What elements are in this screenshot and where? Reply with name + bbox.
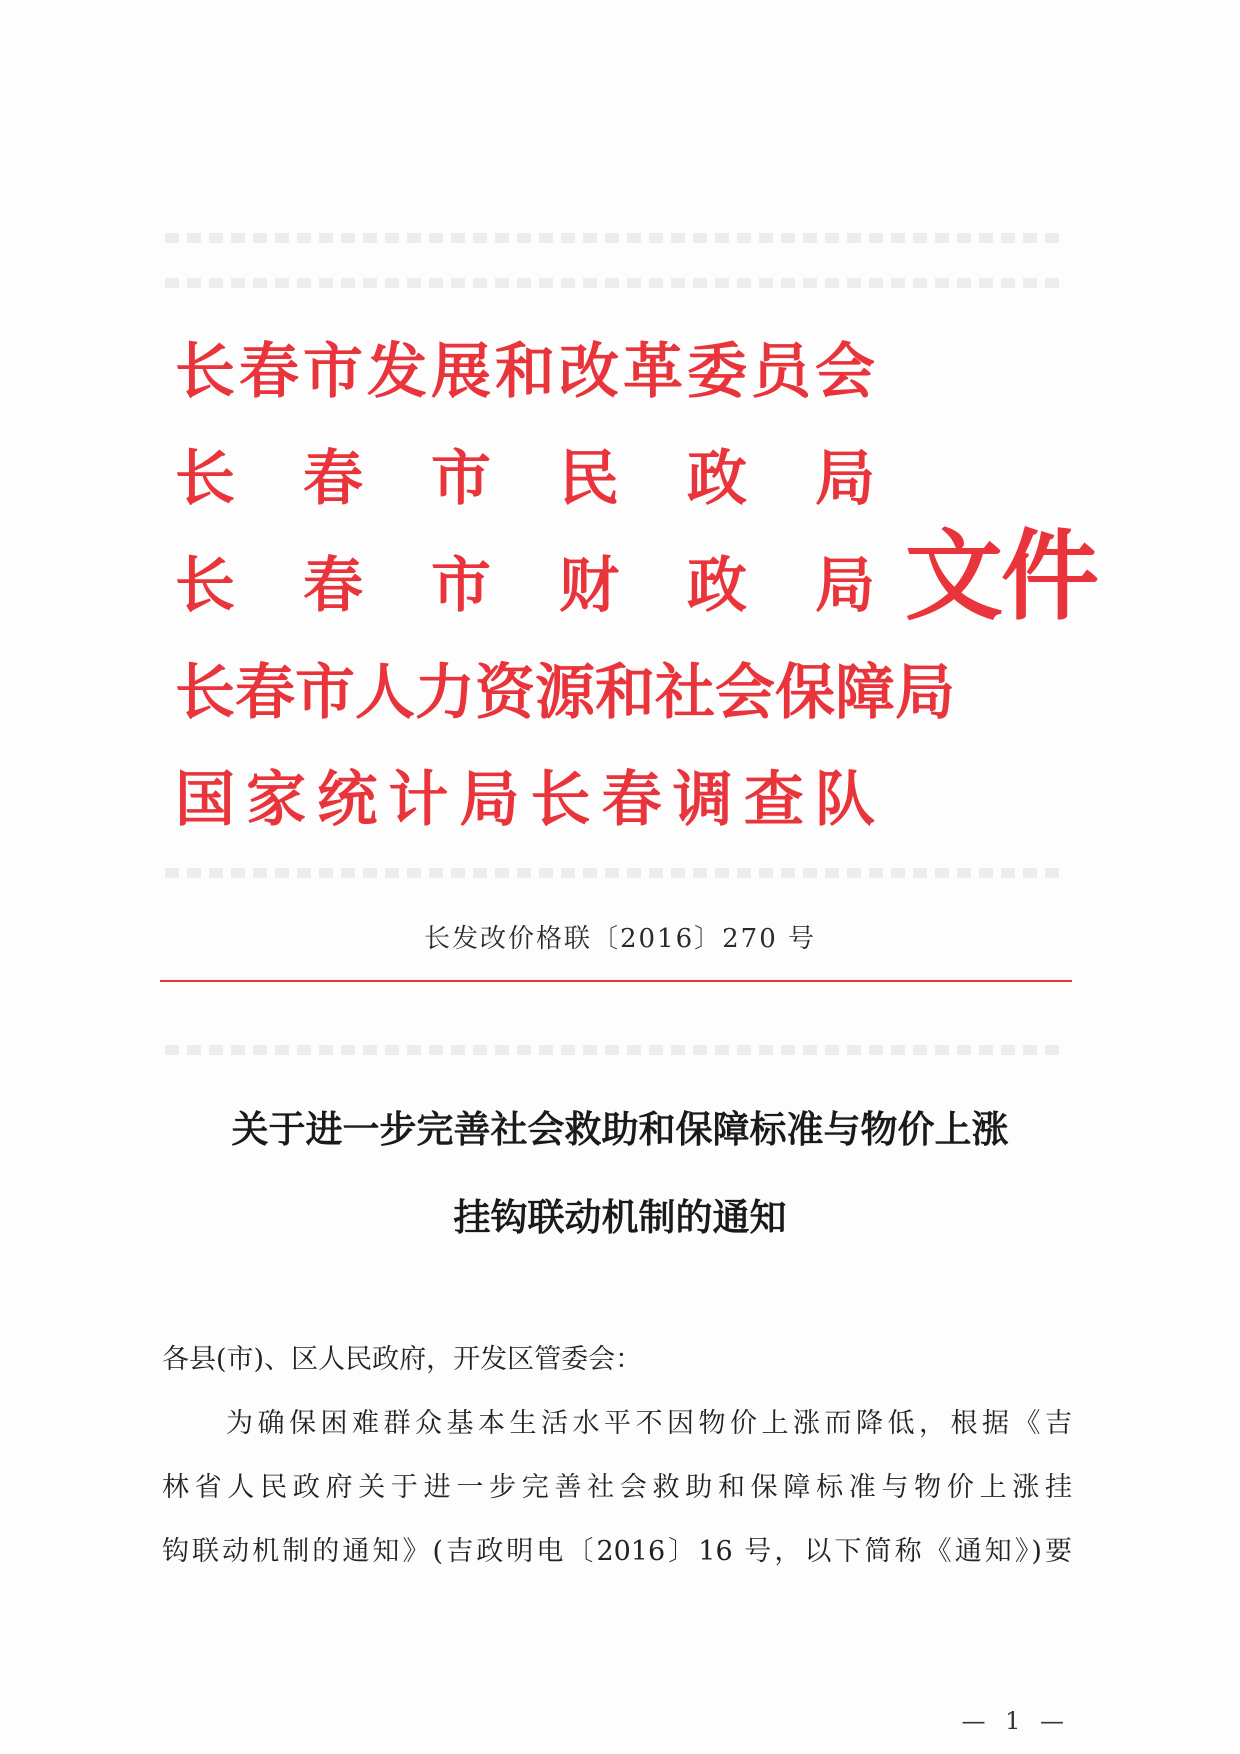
agency-char: 会	[815, 336, 875, 407]
agency-char: 局	[815, 550, 875, 621]
agency-char: 和	[495, 336, 555, 407]
agency-char: 社	[655, 657, 715, 728]
agency-line-5	[175, 746, 875, 853]
agency-char: 财	[559, 550, 619, 621]
agency-char: 市	[303, 336, 363, 407]
document-number: 长发改价格联〔2016〕270 号	[423, 924, 817, 954]
agency-char: 发	[367, 336, 427, 407]
agency-char: 展	[431, 336, 491, 407]
agency-char: 国	[175, 764, 235, 835]
agency-char: 革	[623, 336, 683, 407]
bleed-through-line	[165, 278, 1065, 288]
document-title	[0, 1085, 1240, 1261]
body-paragraph-line: 为确保困难群众基本生活水平不因物价上涨而降低，根据《吉	[226, 1408, 1072, 1439]
agency-line-3	[175, 532, 875, 639]
issuing-agencies	[175, 318, 955, 853]
agency-char: 改	[559, 336, 619, 407]
agency-char: 春	[235, 657, 295, 728]
agency-char: 民	[559, 443, 619, 514]
agency-line-1	[175, 318, 875, 425]
agency-char: 人	[355, 657, 415, 728]
salutation: 各县(市)、区人民政府，开发区管委会：	[162, 1344, 643, 1375]
agency-char: 和	[595, 657, 655, 728]
agency-char: 查	[743, 764, 804, 835]
agency-char: 源	[535, 657, 595, 728]
bleed-through-line	[165, 868, 1065, 878]
agency-char: 局	[815, 443, 875, 514]
agency-char: 统	[317, 764, 378, 835]
body-paragraph-line: 林省人民政府关于进一步完善社会救助和保障标准与物价上涨挂	[162, 1472, 1072, 1503]
agency-char: 春	[239, 336, 299, 407]
body-paragraph-line: 钩联动机制的通知》(吉政明电〔2016〕16 号，以下简称《通知》)要	[162, 1536, 1072, 1567]
agency-char: 会	[715, 657, 775, 728]
agency-char: 长	[175, 550, 235, 621]
bleed-through-line	[165, 1045, 1065, 1055]
agency-char: 政	[687, 443, 747, 514]
agency-char: 队	[814, 764, 875, 835]
agency-char: 障	[835, 657, 895, 728]
agency-char: 春	[303, 550, 363, 621]
agency-char: 春	[303, 443, 363, 514]
agency-char: 长	[175, 443, 235, 514]
agency-char: 局	[459, 764, 520, 835]
agency-char: 春	[601, 764, 662, 835]
bleed-through-line	[165, 233, 1065, 243]
document-body	[162, 1328, 1072, 1584]
agency-char: 政	[687, 550, 747, 621]
agency-line-2	[175, 425, 875, 532]
agency-char: 市	[431, 550, 491, 621]
agency-char: 力	[415, 657, 475, 728]
agency-char: 家	[246, 764, 307, 835]
agency-char: 员	[751, 336, 811, 407]
agency-char: 长	[530, 764, 591, 835]
agency-char: 委	[687, 336, 747, 407]
agency-char: 保	[775, 657, 835, 728]
agency-char: 局	[895, 657, 955, 728]
agency-char: 市	[431, 443, 491, 514]
agency-char: 市	[295, 657, 355, 728]
document-type-mark: 文件	[905, 519, 1098, 634]
agency-line-4	[175, 639, 955, 746]
agency-char: 调	[672, 764, 733, 835]
agency-char: 计	[388, 764, 449, 835]
red-separator-line	[160, 980, 1072, 982]
agency-char: 长	[175, 336, 235, 407]
page-number: — 1 —	[961, 1707, 1070, 1735]
title-line-2: 挂钩联动机制的通知	[453, 1195, 787, 1239]
title-line-1: 关于进一步完善社会救助和保障标准与物价上涨	[231, 1107, 1009, 1151]
agency-char: 长	[175, 657, 235, 728]
agency-char: 资	[475, 657, 535, 728]
